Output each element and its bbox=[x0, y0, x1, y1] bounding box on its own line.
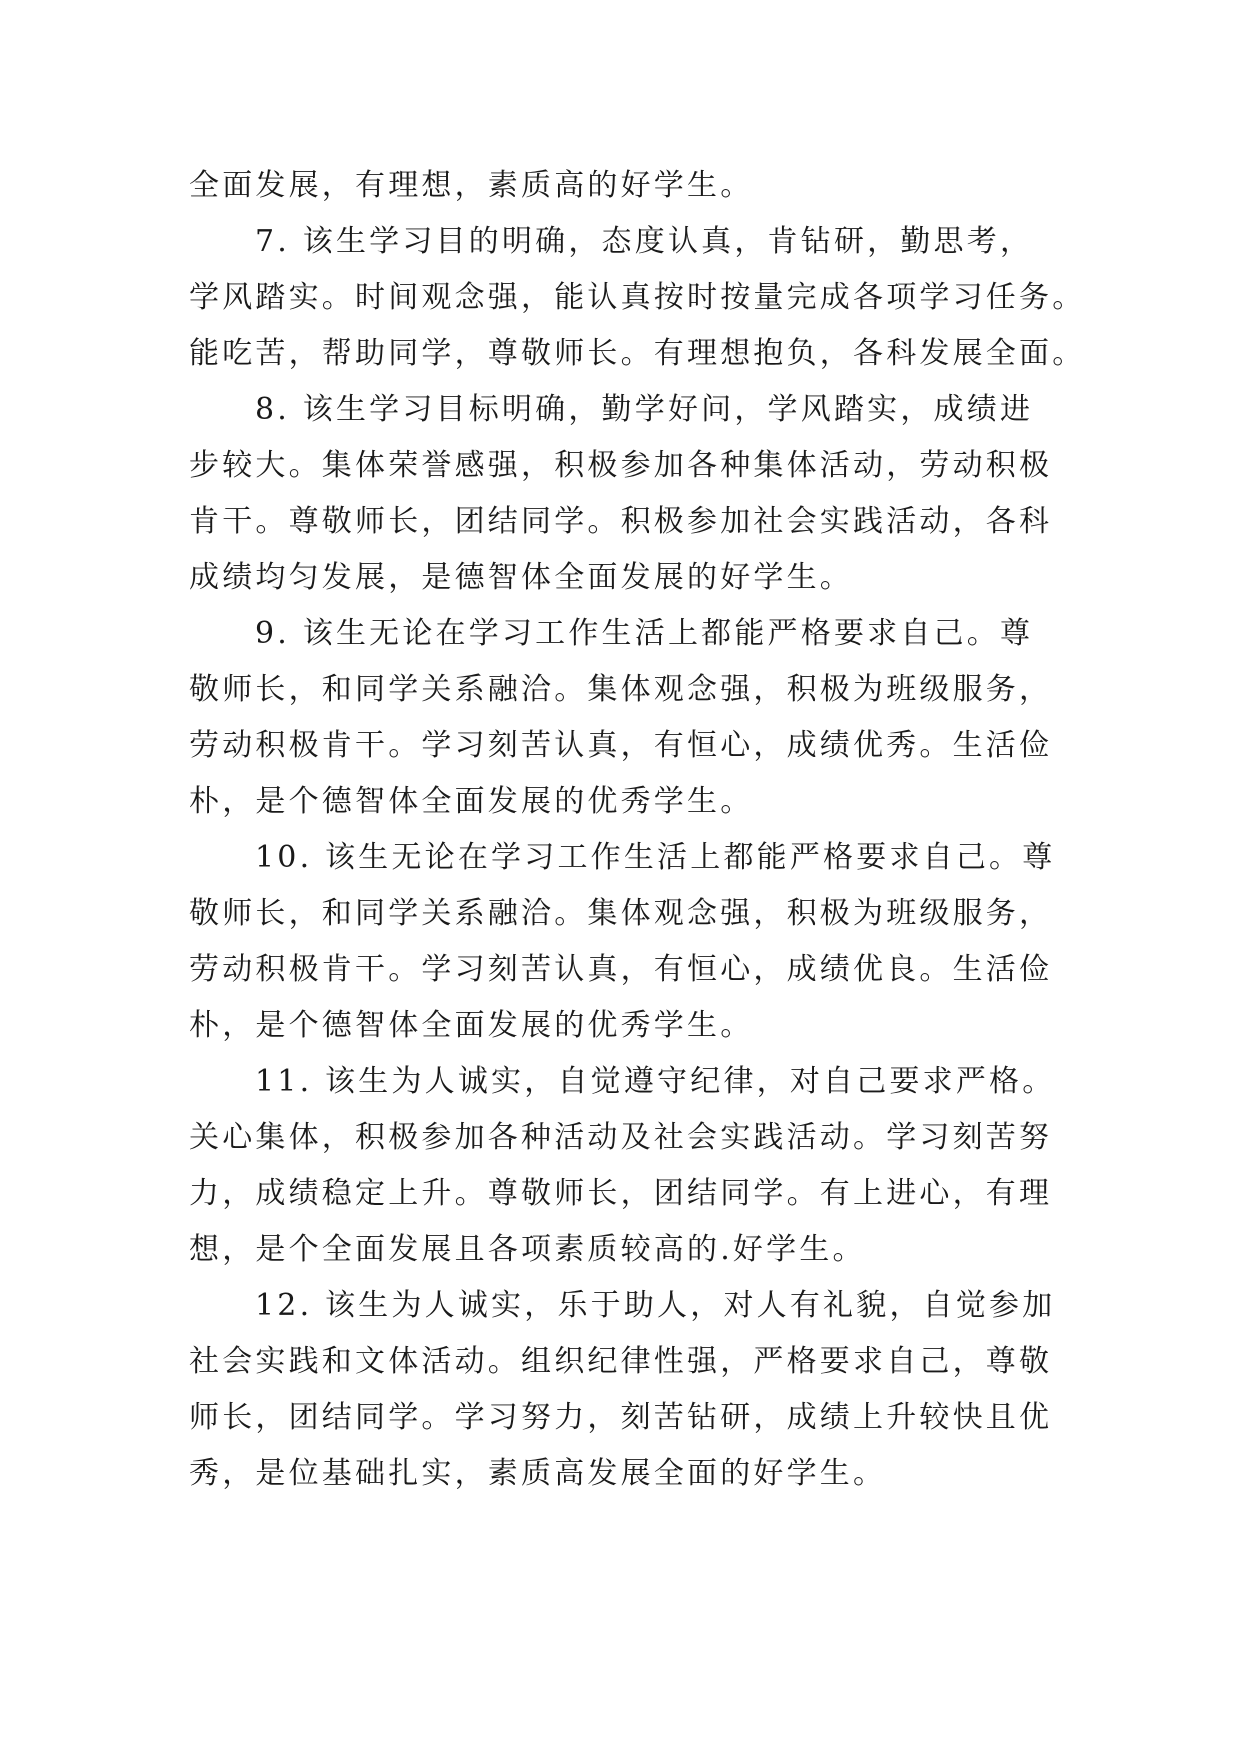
text-line: 肯干。尊敬师长，团结同学。积极参加社会实践活动，各科 bbox=[189, 504, 1053, 539]
text-line: 敬师长，和同学关系融洽。集体观念强，积极为班级服务， bbox=[189, 896, 1053, 931]
text-line: 朴，是个德智体全面发展的优秀学生。 bbox=[189, 1008, 754, 1043]
paragraph-12-first-line: 12. 该生为人诚实，乐于助人，对人有礼貌，自觉参加 bbox=[255, 1288, 1056, 1323]
text-line: 学风踏实。时间观念强，能认真按时按量完成各项学习任务。 bbox=[189, 280, 1086, 315]
text-line: 全面发展，有理想，素质高的好学生。 bbox=[189, 168, 754, 203]
paragraph-11-first-line: 11. 该生为人诚实，自觉遵守纪律，对自己要求严格。 bbox=[255, 1064, 1056, 1099]
paragraph-8-first-line: 8. 该生学习目标明确，勤学好问，学风踏实，成绩进 bbox=[255, 392, 1034, 427]
text-line: 朴，是个德智体全面发展的优秀学生。 bbox=[189, 784, 754, 819]
text-line: 关心集体，积极参加各种活动及社会实践活动。学习刻苦努 bbox=[189, 1120, 1053, 1155]
text-line: 敬师长，和同学关系融洽。集体观念强，积极为班级服务， bbox=[189, 672, 1053, 707]
text-line: 劳动积极肯干。学习刻苦认真，有恒心，成绩优良。生活俭 bbox=[189, 952, 1053, 987]
text-line: 劳动积极肯干。学习刻苦认真，有恒心，成绩优秀。生活俭 bbox=[189, 728, 1053, 763]
text-line: 步较大。集体荣誉感强，积极参加各种集体活动，劳动积极 bbox=[189, 448, 1053, 483]
text-line: 成绩均匀发展，是德智体全面发展的好学生。 bbox=[189, 560, 853, 595]
text-line: 师长，团结同学。学习努力，刻苦钻研，成绩上升较快且优 bbox=[189, 1400, 1053, 1435]
document-body bbox=[189, 158, 1086, 1502]
text-line: 能吃苦，帮助同学，尊敬师长。有理想抱负，各科发展全面。 bbox=[189, 336, 1086, 371]
text-line: 想，是个全面发展且各项素质较高的.好学生。 bbox=[189, 1232, 866, 1267]
paragraph-7-first-line: 7. 该生学习目的明确，态度认真，肯钻研，勤思考， bbox=[255, 224, 1034, 259]
text-line: 社会实践和文体活动。组织纪律性强，严格要求自己，尊敬 bbox=[189, 1344, 1053, 1379]
paragraph-9-first-line: 9. 该生无论在学习工作生活上都能严格要求自己。尊 bbox=[255, 616, 1034, 651]
text-line: 力，成绩稳定上升。尊敬师长，团结同学。有上进心，有理 bbox=[189, 1176, 1053, 1211]
text-line: 秀，是位基础扎实，素质高发展全面的好学生。 bbox=[189, 1456, 887, 1491]
paragraph-10-first-line: 10. 该生无论在学习工作生活上都能严格要求自己。尊 bbox=[255, 840, 1056, 875]
